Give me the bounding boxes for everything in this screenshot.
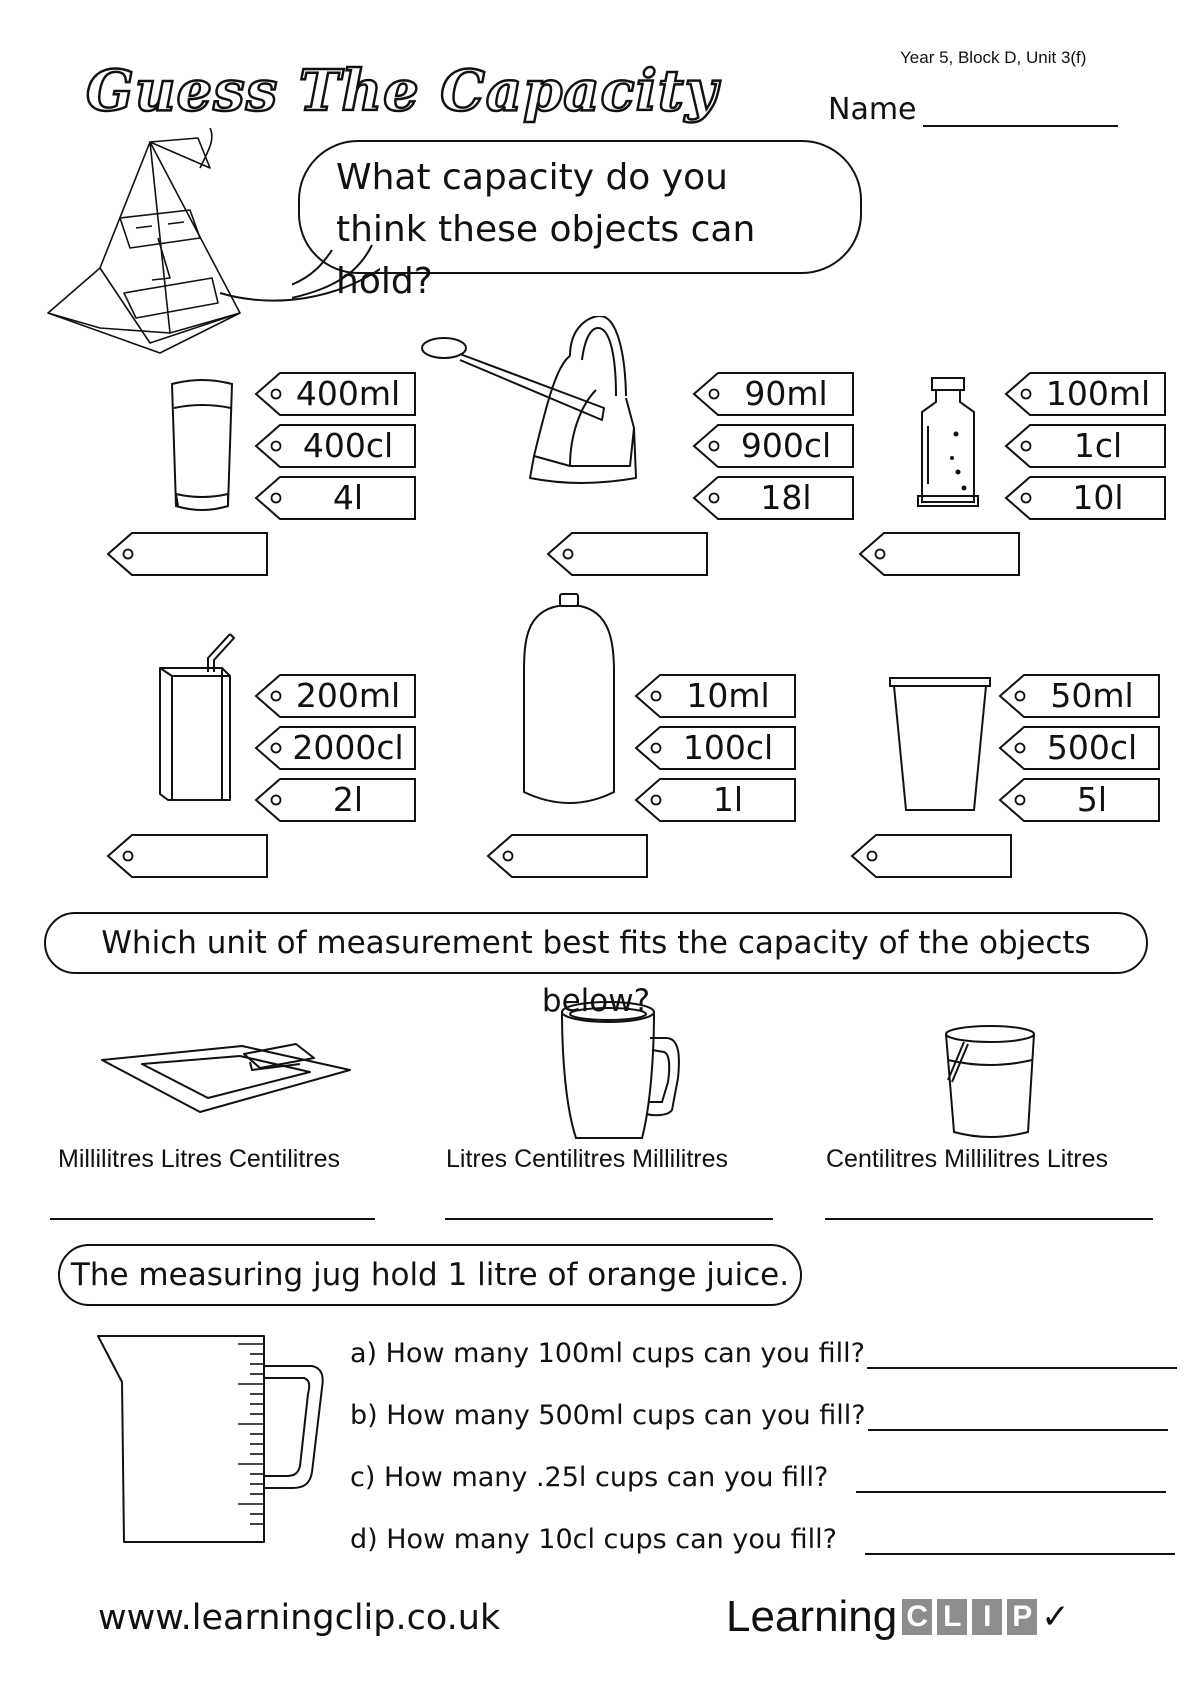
glass-icon [168, 378, 238, 518]
tag-option[interactable] [256, 674, 416, 718]
tag-label: 900cl [740, 426, 832, 465]
tag-option[interactable] [256, 476, 416, 520]
brand-logo [726, 1592, 1070, 1642]
jug-answer-line[interactable] [856, 1469, 1166, 1493]
tag-label: 100ml [1045, 374, 1151, 413]
tag-option[interactable] [636, 778, 796, 822]
tag-option[interactable] [256, 778, 416, 822]
jug-question-a [350, 1338, 1177, 1369]
tag-label: 10l [1072, 478, 1124, 517]
page-title: Guess The Capacity [86, 58, 719, 124]
tag-label: 100cl [682, 728, 774, 767]
unit-answer-line[interactable] [825, 1218, 1153, 1220]
tag-label: 1cl [1073, 426, 1123, 465]
tag-label: 1l [712, 780, 744, 819]
measuring-jug-icon [96, 1332, 332, 1552]
unit-options-tray: Millilitres Litres Centilitres [58, 1145, 340, 1173]
speech-line-1: What capacity do you [336, 157, 728, 198]
footer-url[interactable]: www.learningclip.co.uk [98, 1598, 501, 1638]
jug-answer-line[interactable] [867, 1345, 1177, 1369]
tag-label: 18l [760, 478, 812, 517]
brand-letter: I [972, 1599, 1002, 1635]
jug-answer-line[interactable] [865, 1531, 1175, 1555]
tray-icon [100, 1040, 360, 1120]
tag-label: 2l [332, 780, 364, 819]
answer-tag[interactable] [860, 532, 1020, 576]
answer-tag[interactable] [548, 532, 708, 576]
tag-label: 400ml [295, 374, 401, 413]
tag-option[interactable] [256, 424, 416, 468]
jug-question-b [350, 1400, 1168, 1431]
unit-options-bucket: Centilitres Millilitres Litres [826, 1145, 1108, 1173]
jug-question-d [350, 1524, 1175, 1555]
answer-tag[interactable] [488, 834, 648, 878]
brand-letter: L [937, 1599, 967, 1635]
tag-label: 50ml [1050, 676, 1134, 715]
unit-answer-line[interactable] [445, 1218, 773, 1220]
speech-text [336, 152, 856, 308]
unit-reference: Year 5, Block D, Unit 3(f) [900, 48, 1087, 67]
tag-option[interactable] [256, 372, 416, 416]
brand-word: Learning [726, 1592, 898, 1641]
tag-label: 400cl [302, 426, 394, 465]
jug-question-text: d) How many 10cl cups can you fill? [350, 1524, 837, 1555]
tag-option[interactable] [694, 476, 854, 520]
juice-carton-icon [152, 628, 252, 808]
name-field[interactable] [828, 92, 1118, 127]
tag-option[interactable] [636, 726, 796, 770]
gas-bottle-icon [520, 592, 620, 817]
jug-statement: The measuring jug hold 1 litre of orange juice. [58, 1244, 802, 1306]
jug-question-c [350, 1462, 1166, 1493]
tag-option[interactable] [636, 674, 796, 718]
tag-option[interactable] [1000, 778, 1160, 822]
answer-tag[interactable] [852, 834, 1012, 878]
unit-options-mug: Litres Centilitres Millilitres [446, 1145, 728, 1173]
answer-tag[interactable] [108, 532, 268, 576]
tag-option[interactable] [694, 424, 854, 468]
units-question: Which unit of measurement best fits the capacity of the objects below? [44, 912, 1148, 974]
tag-label: 200ml [295, 676, 401, 715]
watering-can-icon [420, 316, 680, 496]
name-label: Name [828, 92, 917, 127]
tag-option[interactable] [694, 372, 854, 416]
tag-label: 90ml [744, 374, 828, 413]
tag-option[interactable] [1000, 726, 1160, 770]
mug-icon [558, 998, 688, 1143]
tag-label: 4l [332, 478, 364, 517]
tag-label: 500cl [1046, 728, 1138, 767]
jug-question-text: b) How many 500ml cups can you fill? [350, 1400, 866, 1431]
speech-line-2: think these objects can hold? [336, 209, 756, 302]
jug-answer-line[interactable] [868, 1407, 1168, 1431]
tag-label: 2000cl [292, 728, 404, 767]
tag-option[interactable] [256, 726, 416, 770]
unit-answer-line[interactable] [50, 1218, 375, 1220]
small-bottle-icon [914, 376, 984, 516]
tag-option[interactable] [1000, 674, 1160, 718]
plastic-cup-icon [888, 676, 998, 816]
brand-letter: P [1007, 1599, 1037, 1635]
jug-question-text: a) How many 100ml cups can you fill? [350, 1338, 865, 1369]
name-line[interactable] [923, 97, 1118, 127]
tag-option[interactable] [1006, 424, 1166, 468]
bucket-icon [936, 1024, 1046, 1140]
checkmark-icon: ✓ [1041, 1597, 1070, 1637]
answer-tag[interactable] [108, 834, 268, 878]
tag-label: 5l [1076, 780, 1108, 819]
brand-letter: C [902, 1599, 932, 1635]
tag-label: 10ml [686, 676, 770, 715]
jug-question-text: c) How many .25l cups can you fill? [350, 1462, 829, 1493]
tag-option[interactable] [1006, 372, 1166, 416]
tag-option[interactable] [1006, 476, 1166, 520]
